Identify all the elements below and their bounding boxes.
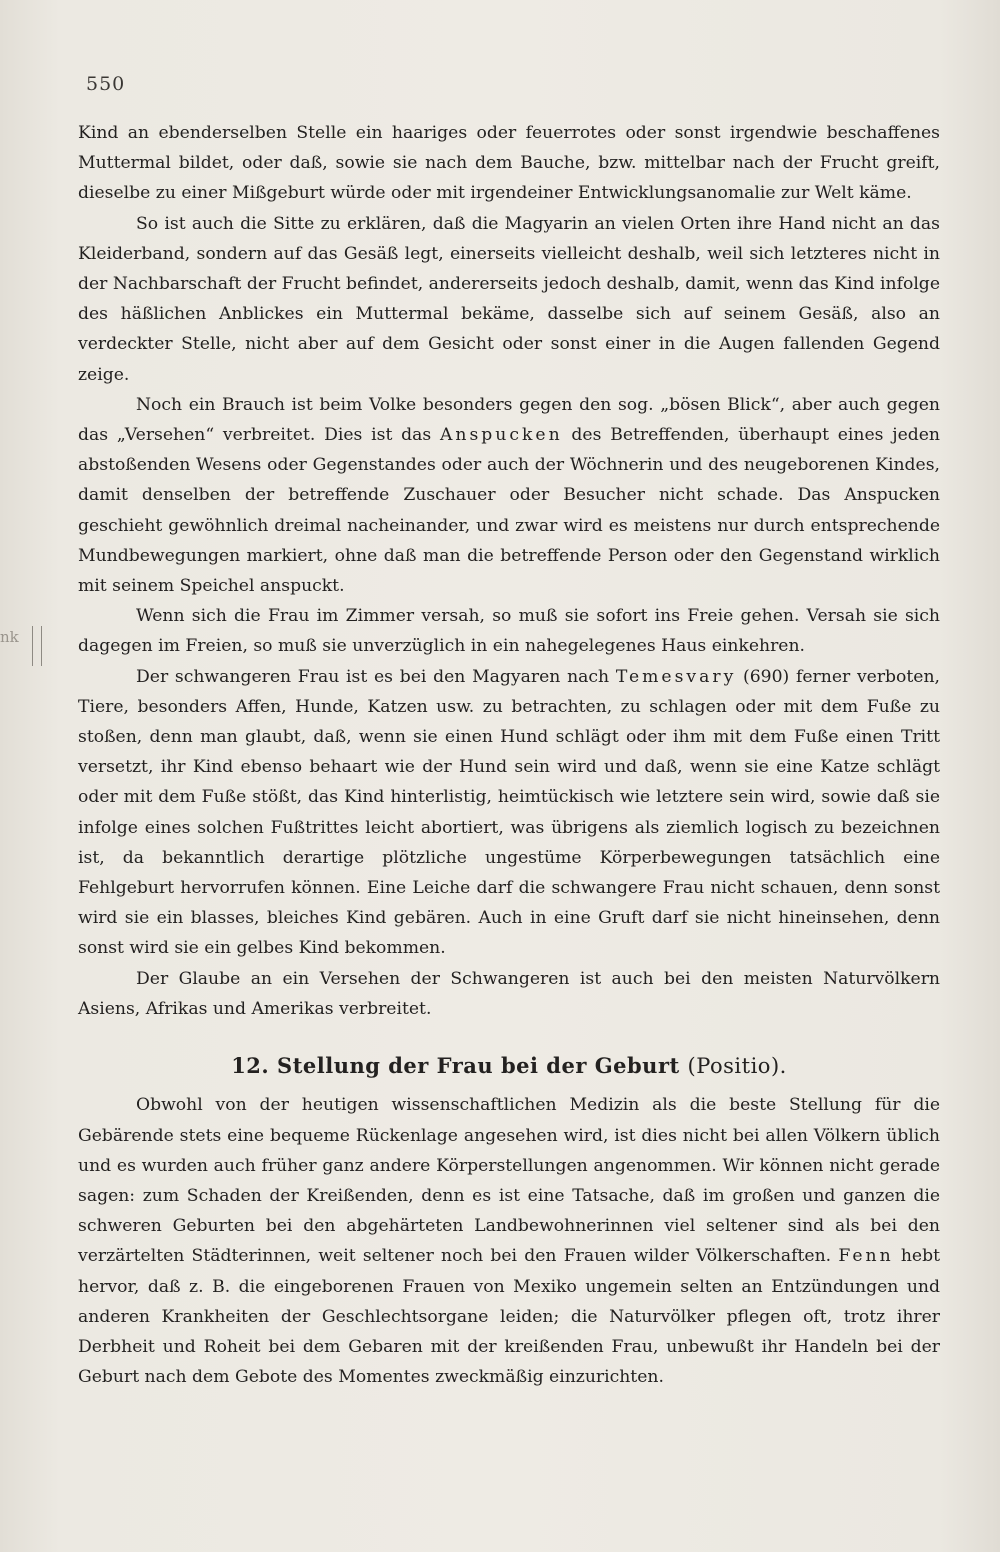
paragraph-sitte: So ist auch die Sitte zu erklären, daß die Magyarin an vielen Orten ihre Hand nicht an das Kleiderband, sondern auf das Gesäß legt, einerseits vielleicht deshalb, weil sich letzteres nicht in der Nachbarschaft der Frucht befindet, andererseits jedoch deshalb, damit, wenn das Kind infolge des häßlichen Anblickes ein Muttermal bekäme, dasselbe sich auf seinem Gesäß, also an verdeckter Stelle, nicht aber auf dem Gesicht oder sonst einer in die Augen fallenden Gegend zeige. — [78, 213, 940, 385]
section-title: 12. Stellung der Frau bei der Geburt — [231, 1053, 680, 1079]
section-subtitle: (Positio). — [687, 1054, 787, 1079]
body-text — [78, 118, 940, 1392]
paragraph-continued: Kind an ebenderselben Stelle ein haariges oder feuerrotes oder sonst irgendwie beschaffenes Muttermal bildet, oder daß, sowie sie nach dem Bauche, bzw. mittelbar nach der Frucht greift, dieselbe zu einer Mißgeburt würde oder mit irgendeiner Entwicklungsanomalie zur Welt käme. — [78, 123, 940, 204]
paragraph-stellung — [78, 1090, 940, 1392]
paragraph-zimmer: Wenn sich die Frau im Zimmer versah, so muß sie sofort ins Freie gehen. Versah sie sich dagegen im Freien, so muß sie unverzüglich in ein nahegelegenes Haus einkehren. — [78, 606, 940, 657]
paragraph-text: Der schwangeren Frau ist es bei den Magyaren nach — [136, 666, 616, 687]
margin-annotation: nk — [0, 628, 19, 646]
paragraph-text: Obwohl von der heutigen wissenschaftlichen Medizin als die beste Stellung für die Gebärende stets eine bequeme Rückenlage angesehen wird, ist dies nicht bei allen Völkern üblich und es wurden auch früher ganz andere Körperstellungen angenommen. Wir können nicht gerade sagen: zum Schaden der Kreißenden, denn es ist eine Tatsache, daß im großen und ganzen die schweren Geburten bei den abgehärteten Landbewohnerinnen viel seltener sind als bei den verzärtelten Städterinnen, weit seltener noch bei den Frauen wilder Völkerschaften. — [78, 1095, 940, 1267]
paragraph-glaube: Der Glaube an ein Versehen der Schwangeren ist auch bei den meisten Naturvölkern Asiens, Afrikas und Amerikas verbreitet. — [78, 968, 940, 1019]
author-name: Fenn — [838, 1246, 894, 1267]
paragraph-text: hebt hervor, daß z. B. die eingeborenen Frauen von Mexiko ungemein selten an Entzündungen und anderen Krankheiten der Geschlechtsorgane leiden; die Naturvölker pflegen oft, trotz ihrer Derbheit und Roheit bei dem Gebaren mit der kreißenden Frau, unbewußt ihr Handeln bei der Geburt nach dem Gebote des Momentes zweckmäßig einzurichten. — [78, 1246, 940, 1388]
emphasized-term: Anspucken — [440, 425, 563, 446]
section-heading — [78, 1051, 940, 1081]
paragraph-text: Noch ein Brauch ist beim Volke besonders gegen den sog. „bösen Blick“, aber auch gegen das „Versehen“ verbreitet. Dies ist das — [78, 394, 940, 446]
paragraph-text: (690) ferner verboten, Tiere, besonders Affen, Hunde, Katzen usw. zu betrachten, zu schlagen oder mit dem Fuße zu stoßen, denn man glaubt, daß, wenn sie einen Hund schlägt oder ihm mit dem Fuße einen Tritt versetzt, ihr Kind ebenso behaart wie der Hund sein wird und daß, wenn sie eine Katze schlägt oder mit dem Fuße stößt, das Kind hinterlistig, heimtückisch wie letztere sein wird, sowie daß sie infolge eines solchen Fußtrittes leicht abortiert, was übrigens als ziemlich logisch zu bezeichnen ist, da bekanntlich derartige plötzliche ungestüme Körperbewegungen tatsächlich eine Fehlgeburt hervorrufen können. Eine Leiche darf die schwangere Frau nicht schauen, denn sonst wird sie ein blasses, bleiches Kind gebären. Auch in eine Gruft darf sie nicht hineinsehen, denn sonst wird sie ein gelbes Kind bekommen. — [78, 666, 940, 959]
paragraph-magyaren — [78, 662, 940, 964]
margin-bracket — [32, 626, 42, 666]
paragraph-text: des Betreffenden, überhaupt eines jeden abstoßenden Wesens oder Gegenstandes oder auch der Wöchnerin und des neugeborenen Kindes, damit denselben der betreffende Zuschauer oder Besucher nicht schade. Das Anspucken geschieht gewöhnlich dreimal nacheinander, und zwar wird es meistens nur durch entsprechende Mundbewegungen markiert, ohne daß man die betreffende Person oder den Gegenstand wirklich mit seinem Speichel anspuckt. — [78, 425, 941, 597]
author-name: Temesvary — [615, 666, 737, 687]
paragraph-brauch — [78, 390, 940, 601]
page-number: 550 — [86, 73, 126, 95]
